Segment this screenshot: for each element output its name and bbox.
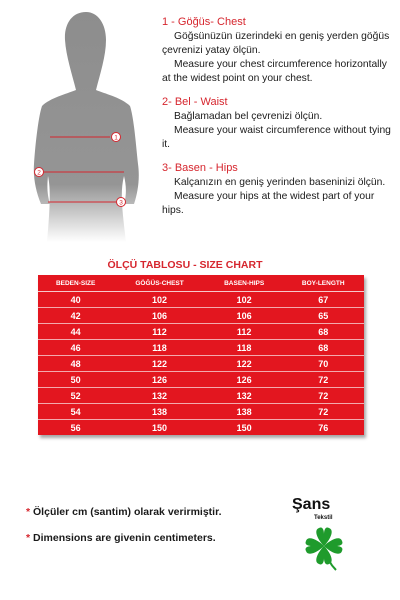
instruction-text-en: Measure your chest circumference horizontally at the widest point on your chest. xyxy=(162,59,387,84)
table-header-row xyxy=(38,275,364,292)
header-chest: GÖĞÜS-CHEST xyxy=(113,275,206,292)
instruction-hips xyxy=(162,162,396,218)
cell-chest: 132 xyxy=(113,388,206,404)
cell-hips: 102 xyxy=(206,292,283,308)
header-hips: BASEN-HIPS xyxy=(206,275,283,292)
cell-chest: 112 xyxy=(113,324,206,340)
cell-length: 72 xyxy=(282,388,364,404)
marker-2-label: 2 xyxy=(37,169,41,177)
instruction-text-tr: Göğsünüzün üzerindeki en geniş yerden göğüs çevrenizi yatay ölçün. xyxy=(162,31,390,56)
cell-hips: 132 xyxy=(206,388,283,404)
size-chart-title: ÖLÇÜ TABLOSU - SIZE CHART xyxy=(107,259,263,271)
brand-name: Şans xyxy=(292,496,331,513)
table-row xyxy=(38,404,364,420)
instruction-waist xyxy=(162,96,396,152)
instruction-text-tr: Kalçanızın en geniş yerinden baseninizi ölçün. xyxy=(174,177,386,188)
size-chart-table xyxy=(38,275,364,435)
instruction-text-tr: Bağlamadan bel çevrenizi ölçün. xyxy=(174,111,323,122)
header-length: BOY-LENGTH xyxy=(282,275,364,292)
table-row xyxy=(38,308,364,324)
table-row xyxy=(38,324,364,340)
notes xyxy=(26,506,222,558)
cell-size: 52 xyxy=(38,388,113,404)
note-units-en: * Dimensions are givenin centimeters. xyxy=(26,532,216,544)
cell-hips: 118 xyxy=(206,340,283,356)
table-row xyxy=(38,356,364,372)
cell-length: 65 xyxy=(282,308,364,324)
silhouette-shape xyxy=(34,12,139,242)
cell-length: 68 xyxy=(282,324,364,340)
instruction-title: 2- Bel - Waist xyxy=(162,96,228,108)
note-units-tr: * Ölçüler cm (santim) olarak verirmiştir. xyxy=(26,506,222,518)
cell-chest: 150 xyxy=(152,422,168,433)
cell-size: 46 xyxy=(38,340,113,356)
cell-hips: 150 xyxy=(236,422,252,433)
body-silhouette-figure xyxy=(14,8,154,243)
cell-hips: 126 xyxy=(206,372,283,388)
cell-size: 54 xyxy=(38,404,113,420)
table-row xyxy=(38,340,364,356)
measurement-instructions xyxy=(162,16,396,228)
cell-chest: 126 xyxy=(113,372,206,388)
cell-hips: 138 xyxy=(206,404,283,420)
clover-icon xyxy=(300,526,348,572)
cell-size: 48 xyxy=(38,356,113,372)
instruction-chest xyxy=(162,16,396,86)
cell-length: 72 xyxy=(282,404,364,420)
cell-length: 76 xyxy=(318,422,329,433)
brand-subtitle: Tekstil xyxy=(314,515,333,521)
cell-chest: 102 xyxy=(113,292,206,308)
cell-size: 50 xyxy=(38,372,113,388)
cell-hips: 112 xyxy=(206,324,283,340)
table-row xyxy=(38,372,364,388)
table-row xyxy=(38,292,364,308)
instruction-text-en: Measure your hips at the widest part of your hips. xyxy=(162,191,375,216)
brand-logo xyxy=(286,496,366,576)
cell-chest: 106 xyxy=(113,308,206,324)
table-row xyxy=(38,420,364,436)
cell-hips: 122 xyxy=(206,356,283,372)
instruction-text-en: Measure your waist circumference without tying it. xyxy=(162,125,391,150)
cell-length: 67 xyxy=(282,292,364,308)
header-size: BEDEN-SIZE xyxy=(38,275,113,292)
cell-size: 42 xyxy=(38,308,113,324)
table-row xyxy=(38,388,364,404)
instruction-title: 3- Basen - Hips xyxy=(162,162,238,174)
cell-hips: 106 xyxy=(206,308,283,324)
cell-size: 44 xyxy=(38,324,113,340)
cell-chest: 118 xyxy=(113,340,206,356)
marker-1-label: 1 xyxy=(114,134,118,142)
instruction-title: 1 - Göğüs- Chest xyxy=(162,16,246,28)
cell-length: 72 xyxy=(282,372,364,388)
cell-size: 40 xyxy=(38,292,113,308)
cell-size: 56 xyxy=(70,422,81,433)
cell-chest: 138 xyxy=(113,404,206,420)
cell-chest: 122 xyxy=(113,356,206,372)
cell-length: 68 xyxy=(282,340,364,356)
marker-3-label: 3 xyxy=(119,199,123,207)
cell-length: 70 xyxy=(282,356,364,372)
